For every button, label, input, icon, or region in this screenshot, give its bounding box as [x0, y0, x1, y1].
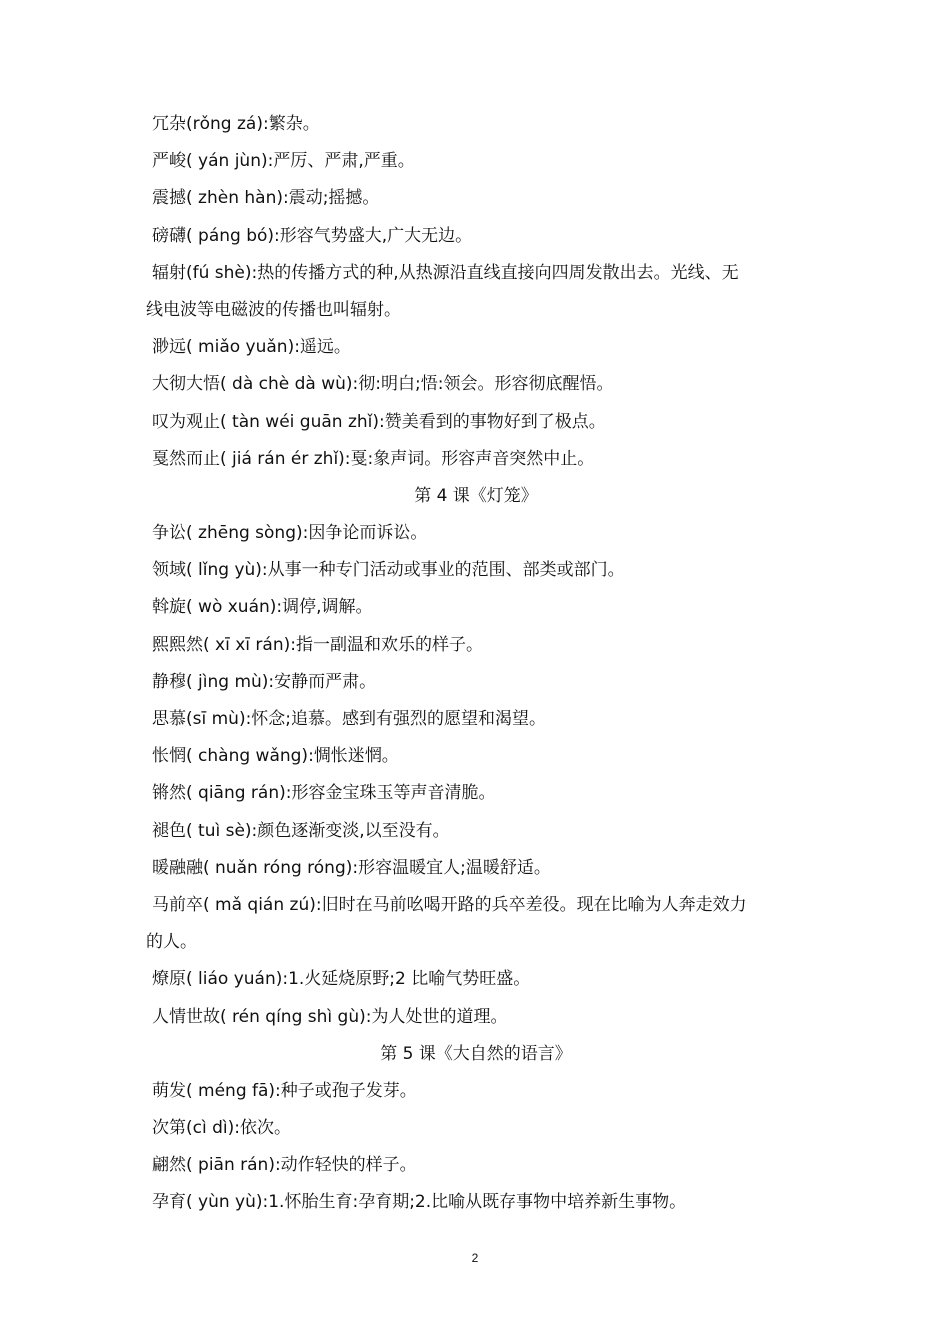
- page-number: 2: [471, 1251, 479, 1265]
- vocab-entry: 辐射(fú shè):热的传播方式的种,从热源沿直线直接向四周发散出去。光线、无: [152, 262, 739, 283]
- document-body: [146, 106, 806, 1222]
- vocab-entry: 熙熙然( xī xī rán):指一副温和欢乐的样子。: [152, 634, 483, 655]
- vocab-entry: 戛然而止( jiá rán ér zhǐ):戛:象声词。形容声音突然中止。: [152, 448, 595, 469]
- vocab-entry: 斡旋( wò xuán):调停,调解。: [152, 597, 373, 618]
- vocab-entry: 孕育( yùn yù):1.怀胎生育:孕育期;2.比喻从既存事物中培养新生事物。: [152, 1192, 687, 1213]
- vocab-entry: 怅惘( chàng wǎng):惆怅迷惘。: [152, 746, 399, 767]
- vocab-entry: 锵然( qiāng rán):形容金宝珠玉等声音清脆。: [152, 783, 496, 804]
- vocab-entry: 马前卒( mǎ qián zú):旧时在马前吆喝开路的兵卒差役。现在比喻为人奔走效力: [152, 894, 747, 915]
- vocab-entry: 翩然( piān rán):动作轻快的样子。: [152, 1155, 417, 1176]
- vocab-entry: 燎原( liáo yuán):1.火延烧原野;2 比喻气势旺盛。: [152, 969, 531, 990]
- entry-continuation: 线电波等电磁波的传播也叫辐射。: [146, 299, 401, 320]
- vocab-entry: 叹为观止( tàn wéi guān zhǐ):赞美看到的事物好到了极点。: [152, 411, 606, 432]
- vocab-entry: 人情世故( rén qíng shì gù):为人处世的道理。: [152, 1006, 508, 1027]
- vocab-entry: 严峻( yán jùn):严厉、严肃,严重。: [152, 151, 415, 172]
- lesson-heading: 第 5 课《大自然的语言》: [380, 1043, 572, 1064]
- lesson-heading: 第 4 课《灯笼》: [414, 485, 538, 506]
- vocab-entry: 冗杂(rǒng zá):繁杂。: [152, 114, 320, 134]
- vocab-entry: 磅礴( páng bó):形容气势盛大,广大无边。: [152, 225, 473, 246]
- vocab-entry: 静穆( jìng mù):安静而严肃。: [152, 671, 377, 692]
- vocab-entry: 暖融融( nuǎn róng róng):形容温暖宜人;温暖舒适。: [152, 857, 551, 878]
- vocab-entry: 褪色( tuì sè):颜色逐渐变淡,以至没有。: [152, 820, 450, 841]
- entry-continuation: 的人。: [146, 932, 197, 953]
- vocab-entry: 震撼( zhèn hàn):震动;摇撼。: [152, 188, 380, 209]
- vocab-entry: 渺远( miǎo yuǎn):遥远。: [152, 337, 351, 358]
- vocab-entry: 争讼( zhēng sòng):因争论而诉讼。: [152, 523, 428, 544]
- vocab-entry: 大彻大悟( dà chè dà wù):彻:明白;悟:领会。形容彻底醒悟。: [152, 374, 614, 395]
- vocab-entry: 领域( lǐng yù):从事一种专门活动或事业的范围、部类或部门。: [152, 560, 625, 581]
- vocab-entry: 思慕(sī mù):怀念;追慕。感到有强烈的愿望和渴望。: [152, 709, 547, 729]
- vocab-entry: 次第(cì dì):依次。: [152, 1118, 291, 1139]
- vocab-entry: 萌发( méng fā):种子或孢子发芽。: [152, 1080, 417, 1101]
